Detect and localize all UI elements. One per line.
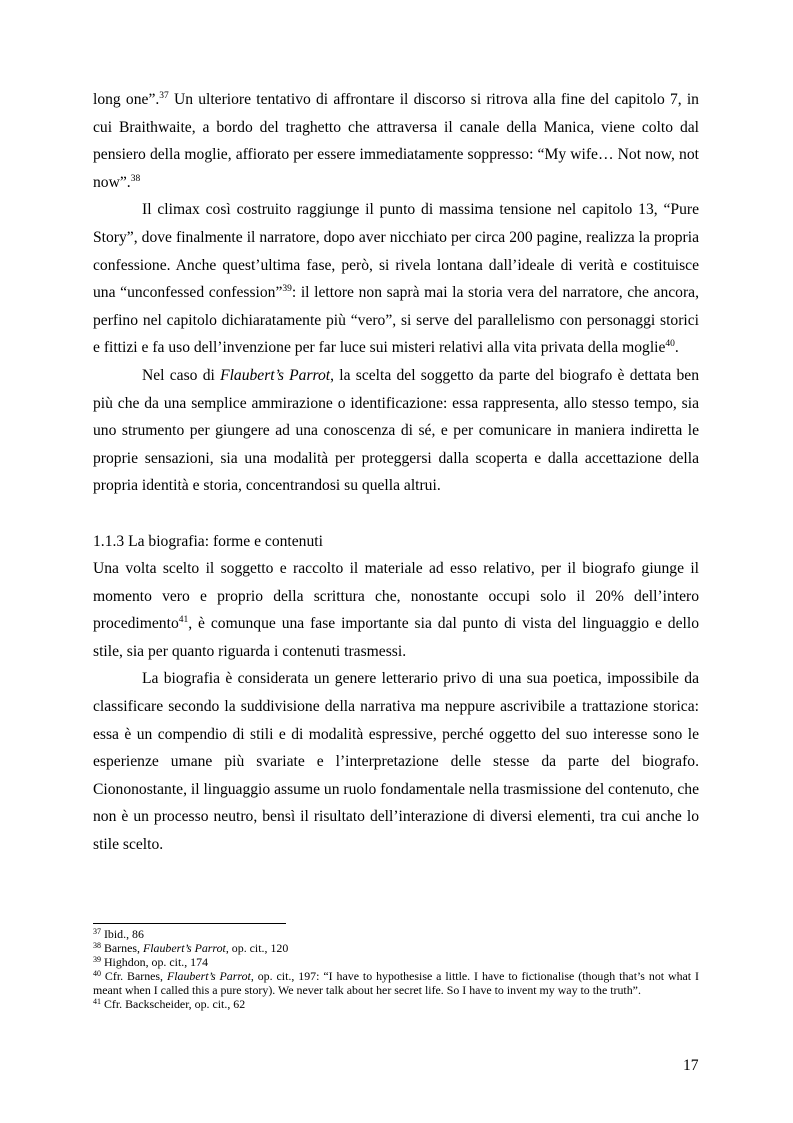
footnote-ref-37[interactable]: 37 [159, 91, 169, 101]
footnote-ref-41[interactable]: 41 [178, 615, 189, 626]
footnote-37: $^{37}$ Ibid., 86 [93, 927, 144, 941]
footnotes [93, 923, 699, 1012]
footnote-40: $^{40}$ Cfr. Barnes, Flaubert’s Parrot, op. cit., 197: “I have to hypothesise a little. I have to fictionalise (though that’s not what I meant when I called this a pure story). We never talk about her secret life. So I have to invent my way to the truth”. [93, 969, 699, 998]
book-title: Flaubert’s Parrot [220, 366, 331, 384]
body-text [93, 86, 699, 859]
footnote-ref-39[interactable]: 39 [282, 284, 292, 295]
footnote-ref-38[interactable]: 38 [130, 173, 141, 184]
paragraph-1: long one”.$^{37}$ Un ulteriore tentativo di affrontare il discorso si ritrova alla fine del capitolo 7, in cui Braithwaite, a bordo del traghetto che attraversa il canale della Manica, viene colto dal pensiero della moglie, affiorato per essere immediatamente soppresso: “My wife… Not now, not now”.$^{38}$ [93, 91, 699, 191]
footnote-ref-40[interactable]: 40 [665, 339, 675, 350]
footnote-divider [93, 923, 286, 924]
paragraph-3: Nel caso di Flaubert’s Parrot, la scelta del soggetto da parte del biografo è dettata ben più che da una semplice ammirazione o identificazione: essa rappresenta, allo stesso tempo, sia uno strumento per giungere ad una conoscenza di sé, e per comunicare in maniera indiretta le proprie sensazioni, sia una modalità per proteggersi dalla scoperta e dalla accettazione della propria identità e storia, concentrandosi su quella altrui. [93, 366, 699, 495]
footnote-38: $^{38}$ Barnes, Flaubert’s Parrot, op. cit., 120 [93, 941, 289, 956]
paragraph-2: Il climax così costruito raggiunge il punto di massima tensione nel capitolo 13, “Pure Story”, dove finalmente il narratore, dopo aver nicchiato per circa 200 pagine, realizza la propria confessione. Anche quest’ultima fase, però, si rivela lontana dall’ideale di verità e costituisce una “unconfessed confession”$^{39}$: il lettore non saprà mai la storia vera del narratore, che ancora, perfino nel capitolo dichiaratamente più “vero”, si serve del parallelismo con personaggi storici e fittizi e fa uso dell’invenzione per far luce sui misteri relativi alla vita privata della moglie$^{40}$. [93, 201, 699, 357]
footnote-39: $^{39}$ Highdon, op. cit., 174 [93, 955, 209, 970]
footnote-41: $^{41}$ Cfr. Backscheider, op. cit., 62 [93, 997, 246, 1012]
paragraph-5: La biografia è considerata un genere letterario privo di una sua poetica, impossibile da classificare secondo la suddivisione della narrativa ma neppure ascrivibile a trattazione storica: essa è un compendio di stili e di modalità espressive, perché oggetto del suo interesse sono le esperienze umane più svariate e l’interpretazione delle stesse da parte del biografo. Ciononostante, il linguaggio assume un ruolo fondamentale nella trasmissione del contenuto, che non è un processo neutro, bensì il risultato dell’interazione di diversi elementi, tra cui anche lo stile scelto. [93, 670, 699, 854]
section-heading: 1.1.3 La biografia: forme e contenuti [93, 532, 323, 550]
page-number: 17 [683, 1057, 699, 1074]
paragraph-4: Una volta scelto il soggetto e raccolto il materiale ad esso relativo, per il biografo giunge il momento vero e proprio della scrittura che, nonostante occupi solo il 20% dell’intero procedimento$^{41}$, è comunque una fase importante sia dal punto di vista del linguaggio e dello stile, sia per quanto riguarda i contenuti trasmessi. [93, 560, 699, 660]
